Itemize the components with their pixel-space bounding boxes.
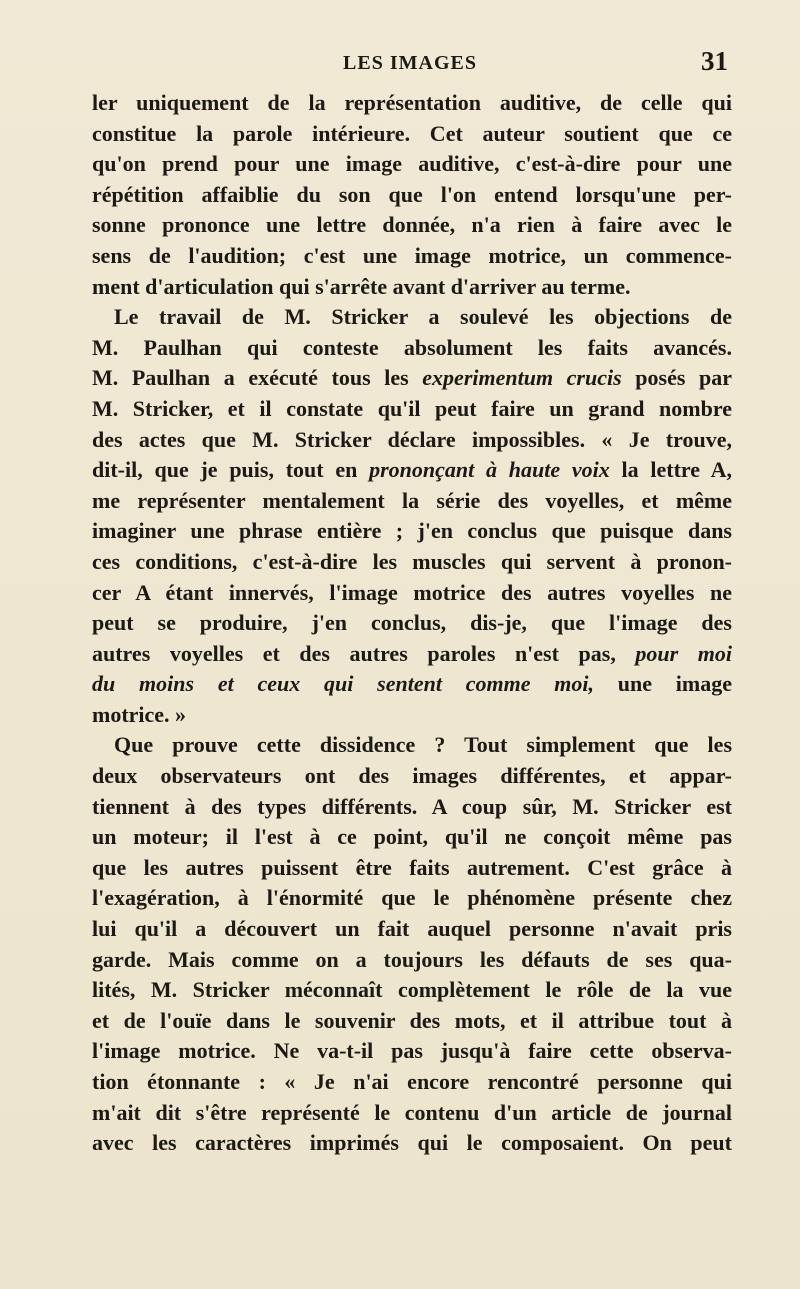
text-fragment: M. Paulhan a exécuté tous les [92,365,423,391]
text-line: que les autres puissent être faits autrement. C'est grâce à [92,854,732,880]
text-line: sonne prononce une lettre donnée, n'a rien à faire avec le [92,212,732,238]
text-fragment: une image [593,671,732,697]
italic-phrase: pour moi [635,640,732,666]
text-line: motrice. » [92,701,187,727]
text-line [92,455,732,486]
italic-phrase: sentent comme moi, [377,671,594,697]
text-line: m'ait dit s'être représenté le contenu d'un article de journal [92,1099,732,1125]
text-fragment: la lettre A, [609,457,732,483]
text-line: un moteur; il l'est à ce point, qu'il ne conçoit même pas [92,824,732,850]
text-line: deux observateurs ont des images différentes, et appar- [92,763,732,789]
text-line: me représenter mentalement la série des voyelles, et même [92,487,732,513]
text-fragment: posés par [621,365,732,391]
text-line [92,669,732,700]
text-line: l'exagération, à l'énormité que le phénomène présente chez [92,885,732,911]
text-line: et de l'ouïe dans le souvenir des mots, et il attribue tout à [92,1007,732,1033]
text-line: ment d'articulation qui s'arrête avant d'arriver au terme. [92,273,631,299]
text-line: ces conditions, c'est-à-dire les muscles qui servent à pronon- [92,548,732,574]
body-text [92,88,732,1159]
text-line [92,639,732,670]
text-line: qu'on prend pour une image auditive, c'est-à-dire pour une [92,151,732,177]
text-line: des actes que M. Stricker déclare impossibles. « Je trouve, [92,426,732,452]
text-fragment: et ceux qui [194,671,378,697]
text-line: constitue la parole intérieure. Cet auteur soutient que ce [92,120,732,146]
text-line: garde. Mais comme on a toujours les défauts de ses qua- [92,946,732,972]
page-header [92,46,728,80]
text-line: M. Paulhan qui conteste absolument les faits avancés. [92,334,732,360]
text-line: sens de l'audition; c'est une image motrice, un commence- [92,242,732,268]
text-line: lui qu'il a découvert un fait auquel personne n'avait pris [92,916,732,942]
text-line: lités, M. Stricker méconnaît complètement le rôle de la vue [92,977,732,1003]
text-fragment: autres voyelles et des autres paroles n'est pas, [92,640,636,666]
text-line: M. Stricker, et il constate qu'il peut faire un grand nombre [92,395,732,421]
text-line: tiennent à des types différents. A coup sûr, M. Stricker est [92,793,732,819]
text-line: Que prouve cette dissidence ? Tout simplement que les [114,732,732,758]
text-line: répétition affaiblie du son que l'on entend lorsqu'une per- [92,181,732,207]
italic-phrase: experimentum crucis [422,365,622,391]
text-line [92,363,732,394]
text-line: Le travail de M. Stricker a soulevé les objections de [114,304,732,330]
text-line: peut se produire, j'en conclus, dis-je, que l'image des [92,610,732,636]
text-line: tion étonnante : « Je n'ai encore rencontré personne qui [92,1069,732,1094]
text-line: l'image motrice. Ne va-t-il pas jusqu'à faire cette observa- [92,1038,732,1064]
text-line: ler uniquement de la représentation auditive, de celle qui [92,90,732,115]
text-line: avec les caractères imprimés qui le composaient. On peut [92,1130,732,1156]
running-title: LES IMAGES [343,52,477,74]
page-number: 31 [701,46,728,76]
text-line: cer A étant innervés, l'image motrice des autres voyelles ne [92,579,732,605]
italic-phrase: du moins [92,671,195,697]
italic-phrase: prononçant à haute voix [369,457,610,483]
text-line: imaginer une phrase entière ; j'en conclus que puisque dans [92,518,732,544]
text-fragment: dit-il, que je puis, tout en [92,457,370,483]
